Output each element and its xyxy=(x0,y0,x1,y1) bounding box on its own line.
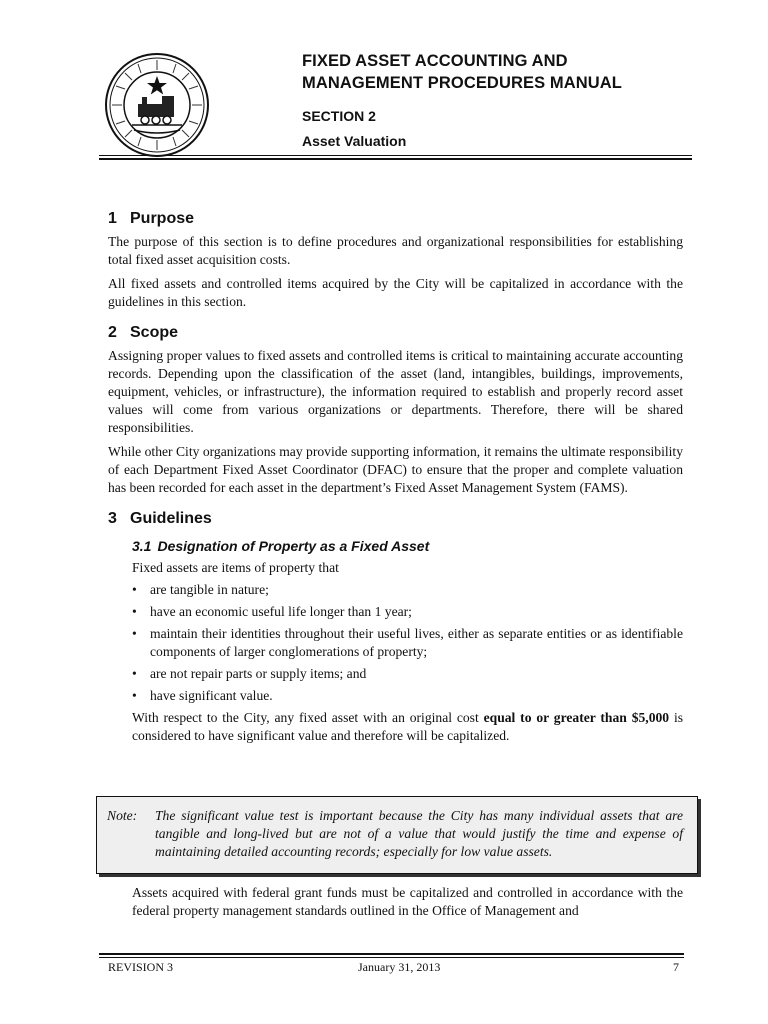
subsection-heading xyxy=(132,536,683,556)
purpose-number: 1 xyxy=(108,210,117,227)
page-number: 7 xyxy=(673,960,679,974)
subsection-intro: Fixed assets are items of property that xyxy=(132,560,339,575)
scope-paragraph-2: While other City organizations may provide supporting information, it remains the ultimate responsibility of each Department Fixed Asset Coordinator (DFAC) to ensure that the proper and complete valuation has been recorded for each asset in the department’s Fixed Asset Management System (FAMS). xyxy=(108,444,683,495)
bullet-icon: • xyxy=(132,666,137,681)
note-box xyxy=(96,796,698,874)
purpose-title: Purpose xyxy=(130,210,195,227)
list-item: • are tangible in nature; xyxy=(132,582,269,597)
list-item: • are not repair parts or supply items; and xyxy=(132,666,367,681)
header-rule-thin xyxy=(99,155,692,156)
note-label: Note: xyxy=(107,808,138,823)
bullet-icon: • xyxy=(132,582,137,597)
document-title-line-2: MANAGEMENT PROCEDURES MANUAL xyxy=(302,74,622,92)
bullet-icon: • xyxy=(132,626,137,641)
footer-date: January 31, 2013 xyxy=(358,960,441,974)
note-text: The significant value test is important because the City has many individual assets that are tangible and long-lived but are not of a value that would justify the time and expense of maintaining detailed accounting records; especially for low value assets. xyxy=(155,808,683,859)
footer-revision: REVISION 3 xyxy=(108,960,173,974)
fixed-asset-criteria-list xyxy=(132,581,683,705)
section-number: SECTION 2 xyxy=(302,108,376,124)
list-item: • have an economic useful life longer than 1 year; xyxy=(132,604,412,619)
footer-rule-thick xyxy=(99,953,684,955)
scope-title: Scope xyxy=(130,324,179,341)
document-body xyxy=(108,208,683,745)
purpose-heading xyxy=(108,208,683,230)
purpose-paragraph-2: All fixed assets and controlled items acquired by the City will be capitalized in accordance with the guidelines in this section. xyxy=(108,276,683,309)
significant-value-paragraph: With respect to the City, any fixed asset with an original cost equal to or greater than $5,000 is considered to have significant value and therefore will be capitalized. xyxy=(132,710,684,743)
subsection-number: 3.1 xyxy=(132,538,152,554)
scope-heading xyxy=(108,322,683,344)
bullet-icon: • xyxy=(132,604,137,619)
footer-rule-thin xyxy=(99,957,684,958)
guidelines-number: 3 xyxy=(108,510,117,527)
purpose-paragraph-1: The purpose of this section is to define procedures and organizational responsibilities for establishing total fixed asset acquisition costs. xyxy=(108,234,683,267)
guidelines-heading xyxy=(108,508,683,530)
subsection-title: Designation of Property as a Fixed Asset xyxy=(157,538,430,554)
section-name: Asset Valuation xyxy=(302,133,407,149)
document-title xyxy=(302,50,722,94)
city-seal-icon xyxy=(104,52,210,158)
threshold-emphasis: equal to or greater than $5,000 xyxy=(483,710,670,725)
bullet-icon: • xyxy=(132,688,137,703)
list-item: • maintain their identities throughout their useful lives, either as separate entities or as identifiable components of larger conglomerations of property; xyxy=(132,626,683,659)
scope-paragraph-1: Assigning proper values to fixed assets and controlled items is critical to maintaining accurate accounting records. Depending upon the classification of the asset (land, intangibles, buildings, improvements, equipment, vehicles, or infrastructure), the information required to establish and properly record asset values will come from various organizations or departments. Therefore, there will be shared responsibilities. xyxy=(108,348,683,435)
document-title-line-1: FIXED ASSET ACCOUNTING AND xyxy=(302,52,568,70)
scope-number: 2 xyxy=(108,324,117,341)
header-rule-thick xyxy=(99,158,692,160)
list-item: • have significant value. xyxy=(132,688,273,703)
guidelines-title: Guidelines xyxy=(130,510,212,527)
subsection-3-1 xyxy=(132,536,683,745)
federal-grant-paragraph: Assets acquired with federal grant funds must be capitalized and controlled in accordance with the federal property management standards outlined in the Office of Management and xyxy=(132,885,683,918)
